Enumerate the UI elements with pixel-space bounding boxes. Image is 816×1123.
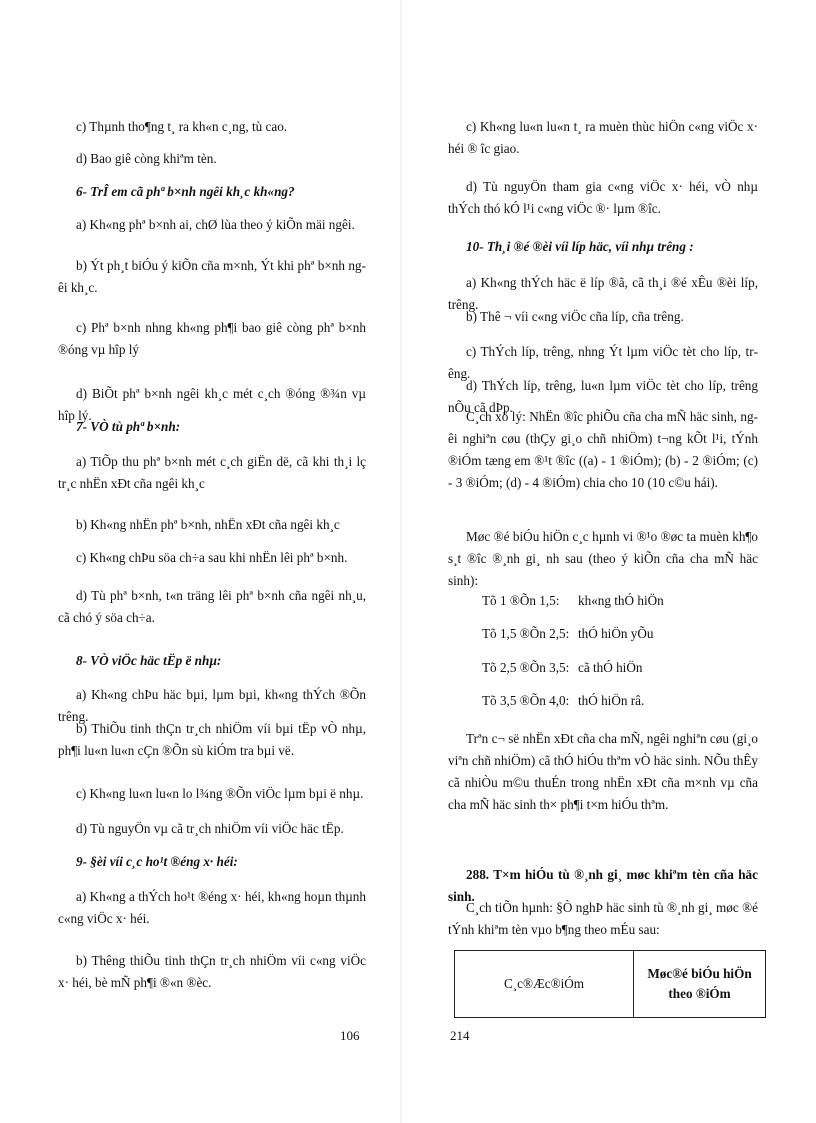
scale-label: thÓ hiÖn yÕu — [578, 626, 654, 641]
left-para-9: a) TiÕp thu phª b×nh mét c¸ch giËn dë, cã khi th¸i lç tr¸c nhËn xÐt cña ngêi kh¸c — [58, 454, 366, 491]
page-gutter — [400, 0, 402, 1123]
left-para-11: c) Kh«ng chÞu söa ch÷a sau khi nhËn lêi phª b×nh. — [76, 550, 348, 565]
question-10-text: 10- Th¸i ®é ®èi víi líp häc, víi nhµ trêng : — [466, 239, 694, 254]
left-para-15: b) ThiÕu tinh thÇn tr¸ch nhiÖm víi bµi tËp vÒ nhµ, ph¶i lu«n lu«n cÇn ®Õn sù kiÓm tra bµi vë. — [58, 721, 366, 758]
left-para-16: c) Kh«ng lu«n lu«n lo l¾ng ®Õn viÖc lµm bµi ë nhµ. — [76, 786, 364, 801]
question-9-text: 9- §èi víi c¸c ho¹t ®éng x· héi: — [76, 854, 238, 869]
left-para-19: a) Kh«ng a thÝch ho¹t ®éng x· héi, kh«ng hoµn thµnh c«ng viÖc x· héi. — [58, 889, 366, 926]
left-para-2: d) Bao giê còng khiªm tèn. — [76, 151, 217, 166]
scale-range: Tõ 3,5 ®Õn 4,0: — [482, 693, 570, 708]
left-para-6: c) Phª b×nh nhng kh«ng ph¶i bao giê còng phª b×nh ®óng vµ hîp lý — [58, 320, 366, 357]
question-9-heading — [58, 851, 366, 873]
left-para-1: c) Thµnh tho¶ng t¸ ra kh«n c¸ng, tù cao. — [76, 119, 288, 134]
question-10-heading — [448, 236, 758, 258]
question-6-text: 6- TrÎ em cã phª b×nh ngêi kh¸c kh«ng? — [76, 184, 295, 199]
left-para-5: b) Ýt ph¸t biÓu ý kiÕn cña m×nh, Ýt khi phª b×nh ngêi kh¸c. — [58, 258, 366, 295]
left-para-20: b) Thêng thiÕu tinh thÇn tr¸ch nhiÖm víi c«ng viÖc x· héi, bè mÑ ph¶i ®«n ®èc. — [58, 953, 366, 990]
left-para-12: d) Tù phª b×nh, t«n träng lêi phª b×nh cña ngêi nh¸u, cã chó ý söa ch÷a. — [58, 588, 366, 625]
table-header-level: Møc®é biÓu hiÖn theo ®iÓm — [634, 951, 766, 1018]
scale-label: kh«ng thÓ hiÖn — [578, 593, 664, 608]
right-para-2: d) Tù nguyÖn tham gia c«ng viÖc x· héi, vÒ nhµ thÝch thó kÓ l¹i c«ng viÖc ®· lµm ®îc. — [448, 179, 758, 216]
left-para-4: a) Kh«ng phª b×nh ai, chØ lùa theo ý kiÕn mäi ngêi. — [76, 217, 355, 232]
right-para-1: c) Kh«ng lu«n lu«n t¸ ra muèn thùc hiÖn c«ng viÖc x· héi ® îc giao. — [448, 119, 758, 156]
left-para-14: a) Kh«ng chÞu häc bµi, lµm bµi, kh«ng thÝch ®Õn trêng. — [58, 687, 366, 724]
scale-range: Tõ 1 ®Õn 1,5: — [482, 593, 560, 608]
scale-range: Tõ 2,5 ®Õn 3,5: — [482, 660, 570, 675]
processing-paragraph: C¸ch xö lý: NhËn ®îc phiÕu cña cha mÑ häc sinh, ngêi nghiªn cøu (thÇy gi¸o chñ nhiÖm) t¬ng kÕt l¹i, tÝnh ®iÓm tæng em ®¹t ®îc ((a) - 1 ®iÓm); (b) - 2 ®iÓm; (c) - 3 ®iÓm; (d) - 4 ®iÓm) chia cho 10 (10 c©u hái). — [448, 409, 758, 490]
question-7-text: 7- VÒ tù phª b×nh: — [76, 419, 181, 434]
question-6-heading — [58, 181, 366, 203]
left-para-7: d) BiÕt phª b×nh ngêi kh¸c mét c¸ch ®óng ®¾n vµ hîp lý. — [58, 386, 366, 423]
right-para-7: d) ThÝch líp, trêng, lu«n lµm viÖc tèt cho líp, trêng nÕu cã dÞp. — [448, 378, 758, 415]
table-header-characteristics: C¸c®Æc®iÓm — [455, 951, 634, 1018]
left-page-number: 106 — [340, 1028, 360, 1043]
right-para-4: a) Kh«ng thÝch häc ë líp ®ã, cã th¸i ®é xÊu ®èi líp, trêng. — [448, 275, 758, 312]
scale-range: Tõ 1,5 ®Õn 2,5: — [482, 626, 570, 641]
table-header-row — [455, 951, 766, 1018]
right-page-number: 214 — [450, 1028, 470, 1043]
self-assessment-table — [454, 950, 766, 1018]
scale-row — [482, 657, 642, 679]
scale-row — [482, 623, 653, 645]
left-para-10: b) Kh«ng nhËn phª b×nh, nhËn xÐt cña ngêi kh¸c — [76, 517, 340, 532]
right-para-6: c) ThÝch líp, trêng, nhng Ýt lµm viÖc tèt cho líp, trêng. — [448, 344, 758, 381]
scale-row — [482, 590, 664, 612]
scale-label: cã thÓ hiÖn — [578, 660, 643, 675]
right-para-9: Møc ®é biÓu hiÖn c¸c hµnh vi ®¹o ®øc ta muèn kh¶o s¸t ®îc ®¸nh gi¸ nh sau (theo ý kiÕn cña cha mÑ häc sinh): — [448, 529, 758, 588]
left-para-17: d) Tù nguyÖn vµ cã tr¸ch nhiÖm víi viÖc häc tËp. — [76, 821, 344, 836]
question-7-heading — [58, 416, 366, 438]
question-8-text: 8- VÒ viÖc häc tËp ë nhµ: — [76, 653, 222, 668]
right-para-10: Trªn c¬ së nhËn xÐt cña cha mÑ, ngêi nghiªn cøu (gi¸o viªn chñ nhiÖm) cã thÓ hiÓu thªm vÒ häc sinh. NÕu thÊy cã nhiÒu m©u thuÉn trong nhËn xÐt cña m×nh vµ cña cha mÑ häc sinh th× ph¶i t×m hiÓu thªm. — [448, 731, 758, 812]
question-8-heading — [58, 650, 366, 672]
scale-label: thÓ hiÖn râ. — [578, 693, 645, 708]
right-para-5: b) Thê ¬ víi c«ng viÖc cña líp, cña trêng. — [466, 309, 684, 324]
item-288-heading: 288. T×m hiÓu tù ®¸nh gi¸ møc khiªm tèn cña häc sinh. — [448, 867, 758, 904]
method-paragraph: C¸ch tiÕn hµnh: §Ò nghÞ häc sinh tù ®¸nh gi¸ møc ®é tÝnh khiªm tèn vµo b¶ng theo mÉu sau: — [448, 900, 758, 937]
scale-row — [482, 690, 644, 712]
